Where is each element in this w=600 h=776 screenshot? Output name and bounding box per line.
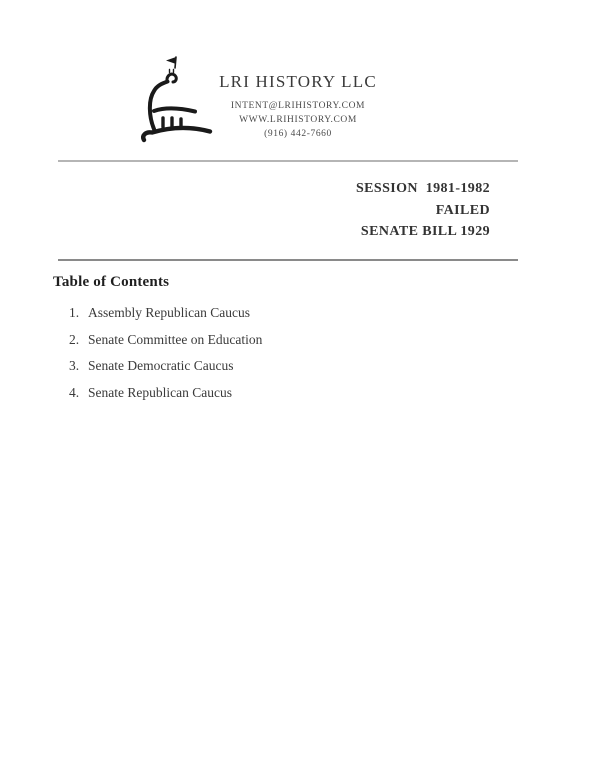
website-line: WWW.LRIHISTORY.COM [239, 115, 357, 125]
company-name: LRI HISTORY LLC [219, 72, 377, 91]
toc-item-label: Senate Committee on Education [88, 331, 263, 347]
toc-item-number: 1. [69, 305, 80, 320]
toc-item [69, 358, 262, 385]
session-block [356, 178, 490, 243]
toc-list [69, 305, 262, 411]
phone-line: (916) 442-7660 [264, 129, 332, 139]
section-divider-rule [58, 259, 518, 261]
bill-status: FAILED [435, 202, 490, 218]
session-years: SESSION 1981-1982 [355, 181, 490, 196]
toc-item [69, 305, 262, 332]
toc-item [69, 385, 262, 412]
toc-heading: Table of Contents [53, 274, 170, 290]
top-divider-rule [58, 160, 518, 162]
toc-item-label: Senate Democratic Caucus [88, 358, 234, 373]
toc-item-number: 3. [69, 358, 80, 373]
toc-item-number: 2. [69, 331, 80, 347]
letterhead [147, 72, 449, 141]
toc-item-number: 4. [69, 384, 80, 400]
toc-item-label: Assembly Republican Caucus [88, 305, 250, 320]
toc-item-label: Senate Republican Caucus [88, 384, 232, 400]
toc-item [69, 332, 262, 359]
bill-number: SENATE BILL 1929 [360, 224, 490, 239]
email-line: INTENT@LRIHISTORY.COM [230, 101, 366, 111]
